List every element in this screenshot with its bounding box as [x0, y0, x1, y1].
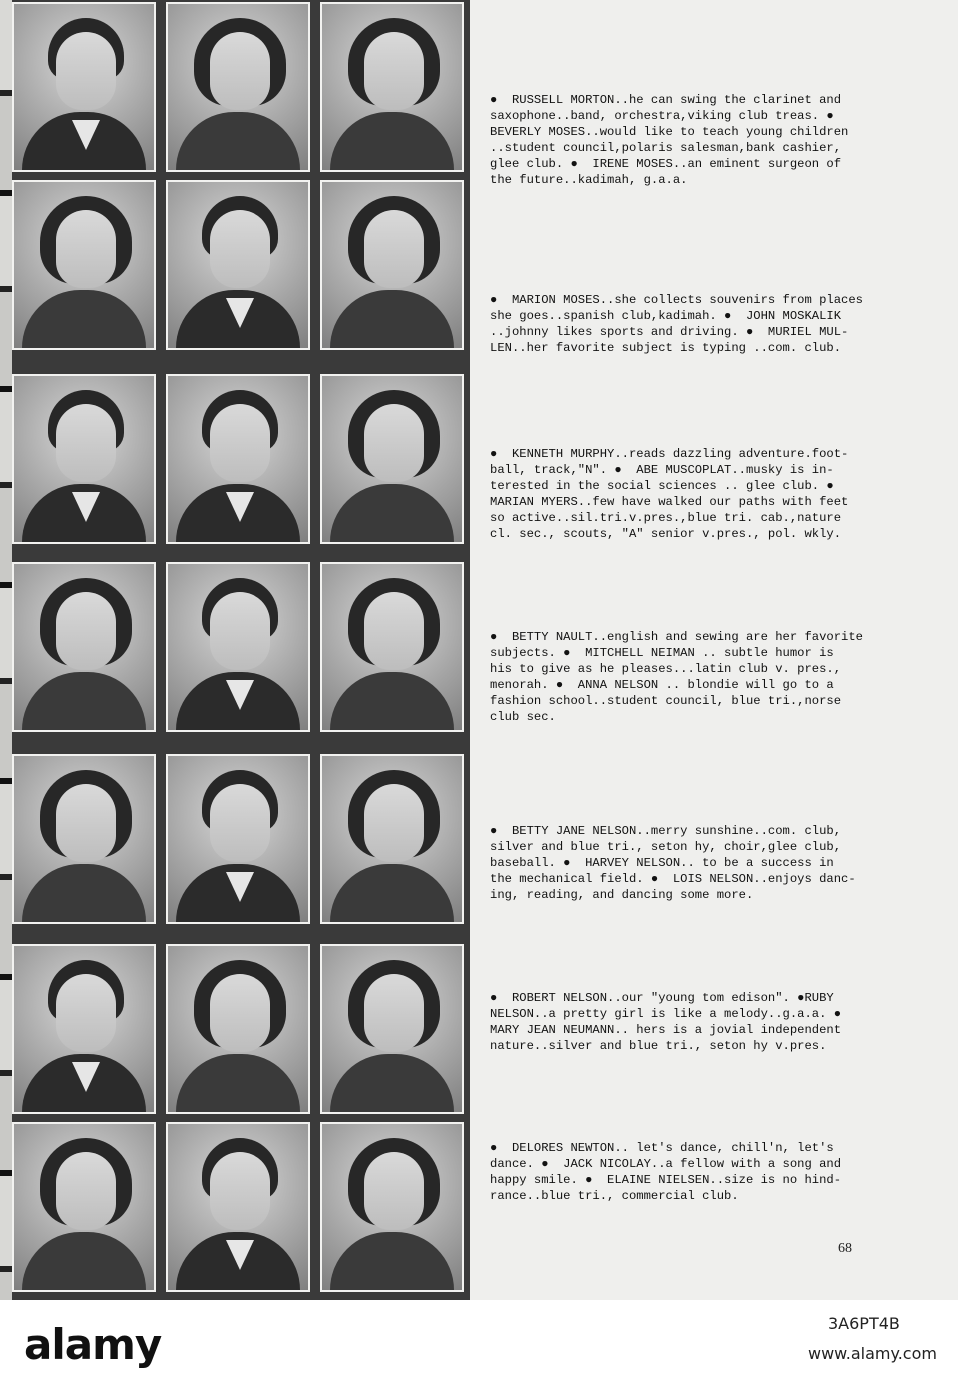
portrait-photo [320, 1122, 464, 1292]
portrait-photo [12, 180, 156, 350]
portrait-photo [166, 562, 310, 732]
watermark-image-code: 3A6PT4B [828, 1314, 900, 1333]
biography-entry-row-6: ● ROBERT NELSON..our "young tom edison". ●RUBY NELSON..a pretty girl is like a melody..g.a.a. ● MARY JEAN NEUMANN.. hers is a jovial independent nature..silver and blue tri., seton hy v.pres. [490, 991, 842, 1053]
portrait-photo [320, 562, 464, 732]
biography-column [490, 0, 910, 1300]
page-edge-strip [0, 0, 12, 1300]
page-number: 68 [838, 1241, 852, 1256]
portrait-photo [12, 2, 156, 172]
biography-entry-row-2: ● MARION MOSES..she collects souvenirs from places she goes..spanish club,kadimah. ● JOHN MOSKALIK ..johnny likes sports and driving. ● MURIEL MUL- LEN..her favorite subject is typing ..com. club. [490, 293, 863, 355]
portrait-row-7 [12, 1120, 464, 1296]
portrait-photo [166, 374, 310, 544]
portrait-photo [320, 944, 464, 1114]
portrait-row-1 [12, 0, 464, 176]
biography-entry-row-3: ● KENNETH MURPHY..reads dazzling adventure.foot- ball, track,"N". ● ABE MUSCOPLAT..musky is in- terested in the social sciences .. glee club. ● MARIAN MYERS..few have walked our paths with feet so active..sil.tri.v.pres.,blue tri. cab.,nature cl. sec., scouts, "A" senior v.pres., pol. wkly. [490, 447, 849, 541]
portrait-photo [320, 754, 464, 924]
watermark-logo: alamy [24, 1320, 162, 1369]
portrait-photo [12, 944, 156, 1114]
portrait-photo [320, 180, 464, 350]
portrait-row-6 [12, 942, 464, 1118]
portrait-photo [166, 754, 310, 924]
portrait-photo [12, 374, 156, 544]
portrait-photo [12, 754, 156, 924]
portrait-photo [166, 180, 310, 350]
watermark-url: www.alamy.com [808, 1344, 937, 1363]
watermark-bar [0, 1300, 958, 1390]
portrait-photo [166, 944, 310, 1114]
biography-entry-row-7: ● DELORES NEWTON.. let's dance, chill'n, let's dance. ● JACK NICOLAY..a fellow with a song and happy smile. ● ELAINE NIELSEN..size is no hind- rance..blue tri., commercial club. [490, 1141, 842, 1203]
portrait-row-2 [12, 178, 464, 354]
portrait-photo [12, 562, 156, 732]
portrait-photo [166, 2, 310, 172]
portrait-photo [320, 2, 464, 172]
portrait-photo [12, 1122, 156, 1292]
portrait-photo [166, 1122, 310, 1292]
portrait-photo [320, 374, 464, 544]
biography-entry-row-4: ● BETTY NAULT..english and sewing are her favorite subjects. ● MITCHELL NEIMAN .. subtle humor is his to give as he pleases...latin club v. pres., menorah. ● ANNA NELSON .. blondie will go to a fashion school..student council, blue tri.,norse club sec. [490, 630, 863, 724]
biography-entry-row-5: ● BETTY JANE NELSON..merry sunshine..com. club, silver and blue tri., seton hy, choir,glee club, baseball. ● HARVEY NELSON.. to be a success in the mechanical field. ● LOIS NELSON..enjoys danc- ing, reading, and dancing some more. [490, 824, 856, 902]
biography-entry-row-1: ● RUSSELL MORTON..he can swing the clarinet and saxophone..band, orchestra,viking club treas. ● BEVERLY MOSES..would like to teach young children ..student council,polaris salesman,bank cashier, glee club. ● IRENE MOSES..an eminent surgeon of the future..kadimah, g.a.a. [490, 93, 849, 187]
portrait-row-5 [12, 752, 464, 928]
portrait-row-4 [12, 560, 464, 736]
portrait-column [0, 0, 470, 1300]
portrait-row-3 [12, 372, 464, 548]
